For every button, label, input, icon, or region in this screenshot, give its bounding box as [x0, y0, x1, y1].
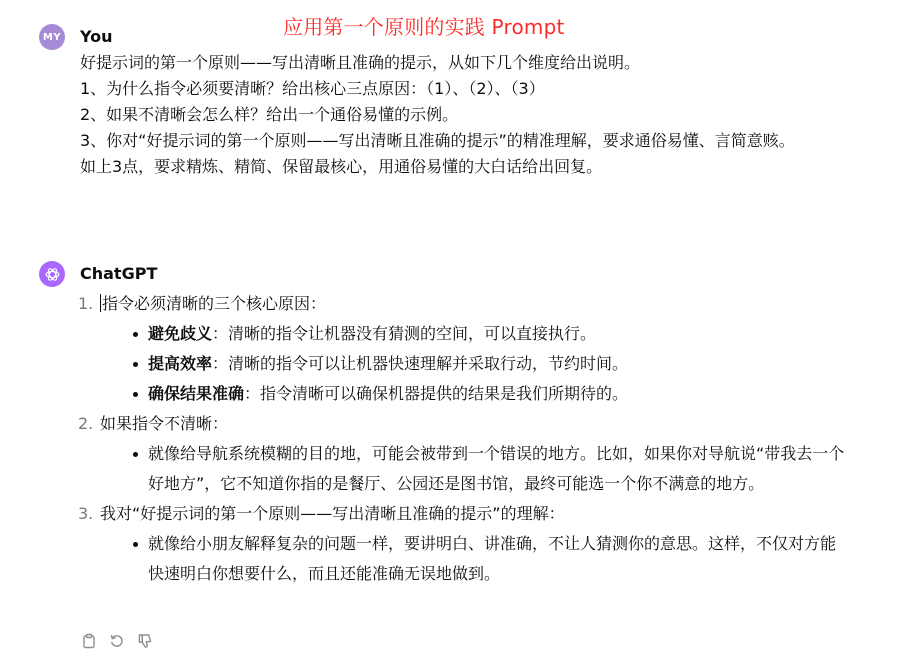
avatar-initials: MY	[42, 31, 62, 43]
regenerate-button[interactable]	[108, 632, 126, 650]
user-line: 如上3点，要求精炼、精简、保留最核心，用通俗易懂的大白话给出回复。	[80, 157, 603, 176]
bullet-item	[100, 349, 848, 379]
bullet-dot	[133, 332, 138, 337]
list-heading: 如果指令不清晰：	[100, 414, 229, 433]
message-actions	[80, 632, 154, 650]
list-item	[78, 289, 848, 409]
bullet-dot	[133, 542, 138, 547]
thumbs-down-button[interactable]	[136, 632, 154, 650]
list-number: 2.	[78, 414, 94, 433]
bullet-list	[100, 529, 848, 589]
bullet-list	[100, 319, 848, 409]
list-item	[78, 409, 848, 499]
assistant-message	[78, 289, 848, 589]
list-heading: 指令必须清晰的三个核心原因：	[102, 294, 327, 313]
openai-logo-icon	[44, 266, 61, 283]
bullet-bold: 确保结果准确	[148, 384, 245, 403]
list-item	[78, 499, 848, 589]
bullet-dot	[133, 452, 138, 457]
bullet-item	[100, 439, 848, 499]
annotation-title: 应用第一个原则的实践 Prompt	[283, 15, 565, 39]
bullet-item	[100, 379, 848, 409]
list-number: 1.	[78, 294, 94, 313]
bullet-dot	[133, 392, 138, 397]
bullet-list	[100, 439, 848, 499]
bullet-dot	[133, 362, 138, 367]
bullet-bold: 提高效率	[148, 354, 213, 373]
list-heading: 我对“好提示词的第一个原则——写出清晰且准确的提示”的理解：	[100, 504, 565, 523]
user-author-name: You	[80, 27, 113, 46]
copy-button[interactable]	[80, 632, 98, 650]
user-line: 3、你对“好提示词的第一个原则——写出清晰且准确的提示”的精准理解，要求通俗易懂、言简意赅。	[80, 131, 795, 150]
user-line: 1、为什么指令必须要清晰？给出核心三点原因：（1）、（2）、（3）	[80, 79, 545, 98]
user-avatar	[39, 24, 65, 50]
user-message	[80, 50, 840, 180]
bullet-text: ：清晰的指令让机器没有猜测的空间，可以直接执行。	[212, 324, 597, 343]
thumbs-down-icon	[137, 633, 153, 649]
list-number: 3.	[78, 504, 94, 523]
user-line: 好提示词的第一个原则——写出清晰且准确的提示，从如下几个维度给出说明。	[80, 53, 641, 72]
chatgpt-avatar	[39, 261, 65, 287]
user-line: 2、如果不清晰会怎么样？给出一个通俗易懂的示例。	[80, 105, 459, 124]
bullet-text: 就像给导航系统模糊的目的地，可能会被带到一个错误的地方。比如，如果你对导航说“带我去一个好地方”，它不知道你指的是餐厅、公园还是图书馆，最终可能选一个你不满意的地方。	[148, 444, 845, 493]
bullet-text: ：指令清晰可以确保机器提供的结果是我们所期待的。	[244, 384, 629, 403]
regenerate-icon	[109, 633, 125, 649]
bullet-bold: 避免歧义	[148, 324, 213, 343]
bullet-text: ：清晰的指令可以让机器快速理解并采取行动，节约时间。	[212, 354, 629, 373]
assistant-author-name: ChatGPT	[80, 264, 158, 283]
clipboard-icon	[81, 633, 97, 649]
bullet-item	[100, 529, 848, 589]
text-cursor	[100, 294, 101, 312]
bullet-item	[100, 319, 848, 349]
bullet-text: 就像给小朋友解释复杂的问题一样，要讲明白、讲准确，不让人猜测你的意思。这样，不仅对方能快速明白你想要什么，而且还能准确无误地做到。	[148, 534, 837, 583]
